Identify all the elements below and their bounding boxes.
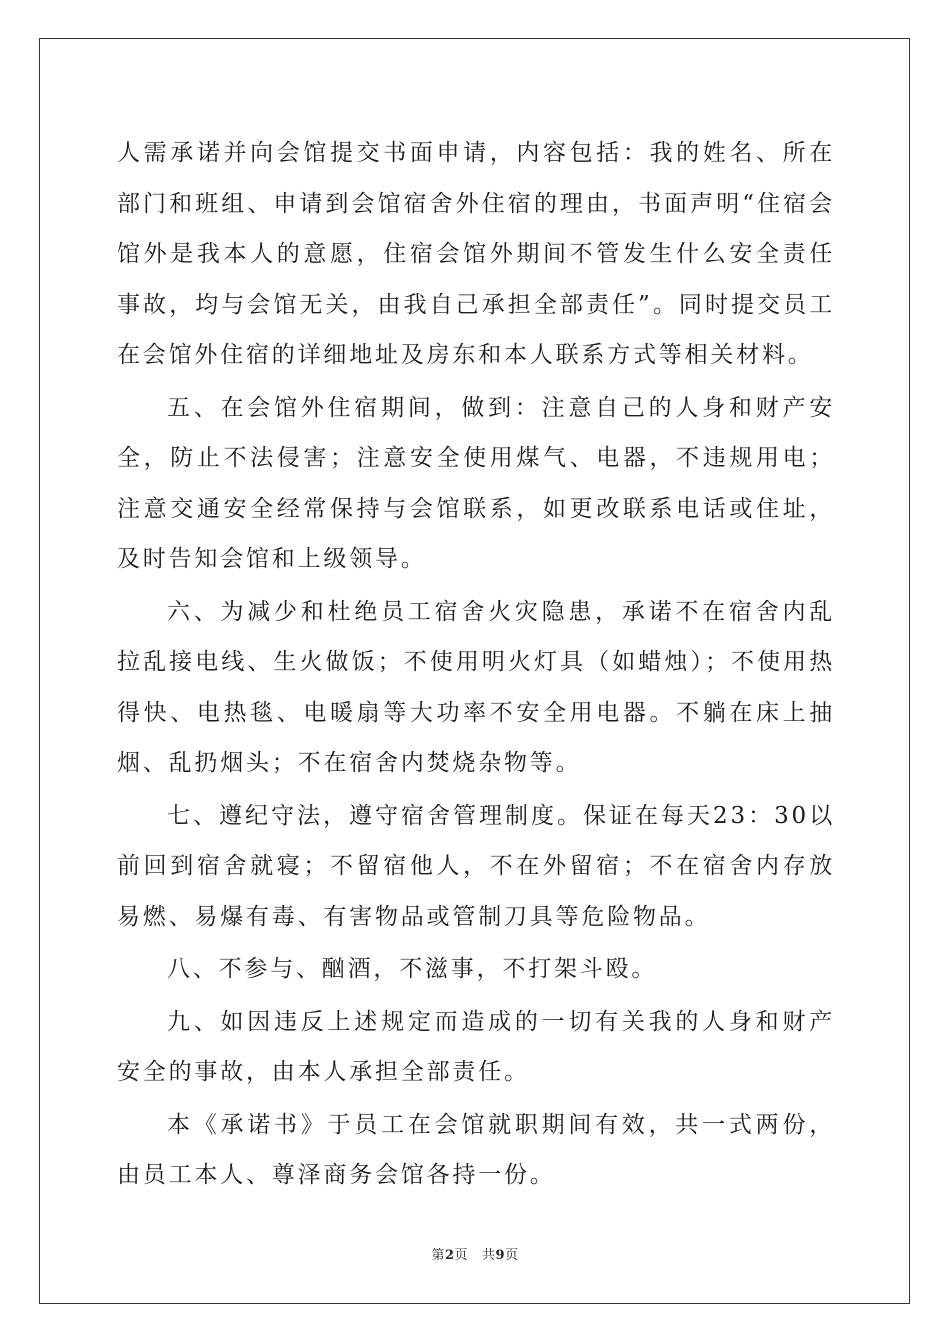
paragraph-item-6: 六、为减少和杜绝员工宿舍火灾隐患，承诺不在宿舍内乱拉乱接电线、生火做饭；不使用明火灯具（如蜡烛）；不使用热得快、电热毯、电暖扇等大功率不安全用电器。不躺在床上抽烟、乱扔烟头；不在宿舍内焚烧杂物等。 xyxy=(117,598,835,776)
paragraph-item-9: 九、如因违反上述规定而造成的一切有关我的人身和财产安全的事故，由本人承担全部责任。 xyxy=(117,1008,835,1085)
paragraph-item-7: 七、遵纪守法，遵守宿舍管理制度。保证在每天23：30以前回到宿舍就寝；不留宿他人，不在外留宿；不在宿舍内存放易燃、易爆有毒、有害物品或管制刀具等危险物品。 xyxy=(117,802,835,930)
page-prefix: 第 xyxy=(431,1248,445,1263)
total-suffix: 页 xyxy=(505,1248,519,1263)
paragraph-item-5: 五、在会馆外住宿期间，做到：注意自己的人身和财产安全，防止不法侵害；注意安全使用煤气、电器，不违规用电；注意交通安全经常保持与会馆联系，如更改联系电话或住址，及时告知会馆和上级领导。 xyxy=(117,394,835,572)
page-footer xyxy=(0,1244,950,1263)
paragraph-closing: 本《承诺书》于员工在会馆就职期间有效，共一式两份，由员工本人、尊泽商务会馆各持一份。 xyxy=(117,1111,835,1188)
page-number: 2 xyxy=(444,1248,455,1263)
page-suffix: 页 xyxy=(454,1248,469,1263)
paragraph-continued: 人需承诺并向会馆提交书面申请，内容包括：我的姓名、所在部门和班组、申请到会馆宿舍外住宿的理由，书面声明“住宿会馆外是我本人的意愿，住宿会馆外期间不管发生什么安全责任事故，均与会馆无关，由我自己承担全部责任”。同时提交员工在会馆外住宿的详细地址及房东和本人联系方式等相关材料。 xyxy=(117,140,835,368)
total-pages: 9 xyxy=(495,1248,506,1263)
total-prefix: 共 xyxy=(481,1248,496,1263)
document-body xyxy=(117,128,835,1201)
paragraph-item-8: 八、不参与、酗酒，不滋事，不打架斗殴。 xyxy=(167,956,658,982)
